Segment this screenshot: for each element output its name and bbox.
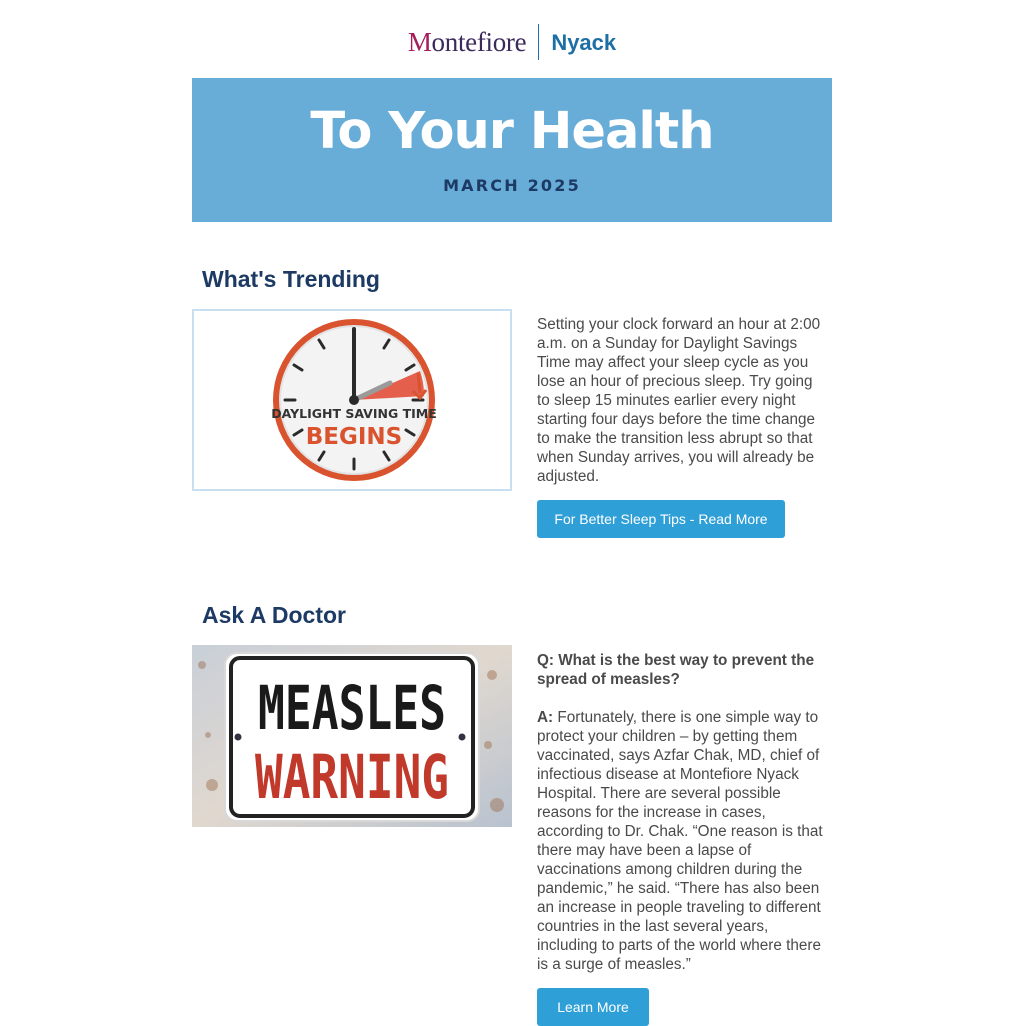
dst-label-line1: DAYLIGHT SAVING TIME bbox=[271, 406, 437, 421]
section-heading-trending: What's Trending bbox=[202, 266, 380, 292]
section-heading-ask-doctor: Ask A Doctor bbox=[202, 602, 346, 628]
logo-divider bbox=[538, 24, 539, 60]
logo-nyack: Nyack bbox=[551, 30, 617, 55]
newsletter-title: To Your Health bbox=[310, 102, 714, 161]
sleep-tips-read-more-button[interactable]: For Better Sleep Tips - Read More bbox=[537, 500, 785, 538]
daylight-saving-image bbox=[192, 309, 512, 491]
doctor-answer bbox=[537, 708, 827, 974]
measles-sign-illustration bbox=[192, 645, 512, 827]
logo-montefiore: Montefiore bbox=[407, 26, 527, 57]
newsletter-date: MARCH 2025 bbox=[443, 176, 581, 195]
sign-text-measles: MEASLES bbox=[258, 673, 446, 744]
dst-label-line2: BEGINS bbox=[305, 424, 403, 450]
brand-logo[interactable] bbox=[0, 22, 1024, 62]
measles-warning-image bbox=[192, 645, 512, 827]
answer-label: A: bbox=[537, 709, 554, 726]
answer-text: Fortunately, there is one simple way to protect your children – by getting them vaccinated, says Azfar Chak, MD, chief of infectious disease at Montefiore Nyack Hospital. There are several possible reasons for the increase in cases, according to Dr. Chak. “One reason is that there may have been a lapse of vaccinations among children during the pandemic,” he said. “There has also been an increase in people traveling to different countries in the last several years, including to parts of the world where there is a surge of measles.” bbox=[537, 709, 823, 973]
clock-illustration bbox=[194, 311, 510, 489]
learn-more-button[interactable]: Learn More bbox=[537, 988, 649, 1026]
sign-text-warning: WARNING bbox=[255, 742, 449, 813]
doctor-question: Q: What is the best way to prevent the spread of measles? bbox=[537, 652, 815, 688]
hero-banner bbox=[192, 78, 832, 222]
trending-body: Setting your clock forward an hour at 2:00 a.m. on a Sunday for Daylight Savings Time may affect your sleep cycle as you lose an hour of precious sleep. Try going to sleep 15 minutes earlier every night starting four days before the time change to make the transition less abrupt so that when Sunday arrives, you will already be adjusted. bbox=[537, 316, 821, 485]
